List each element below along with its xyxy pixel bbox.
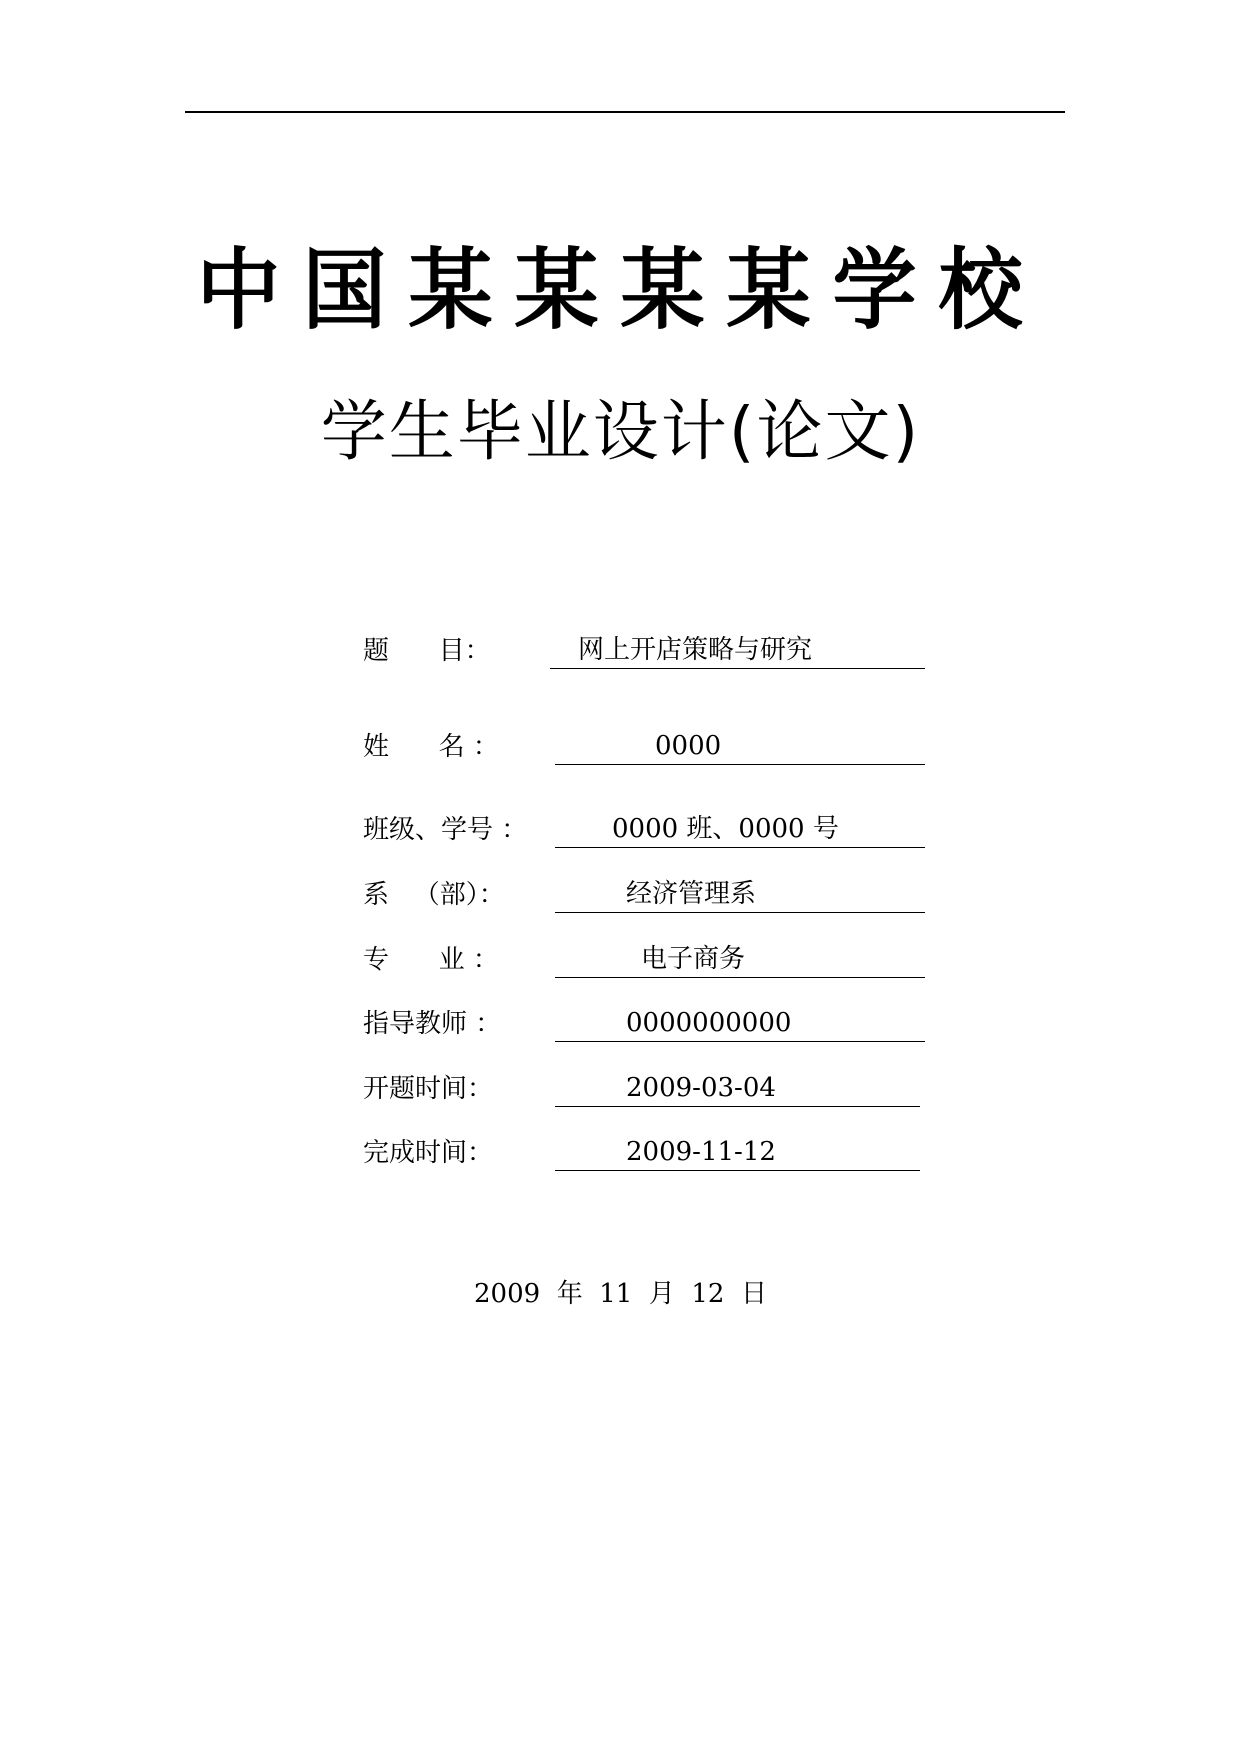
school-name: 中国某某某某学校: [196, 237, 1045, 342]
field-row-advisor: [0, 1000, 1241, 1046]
field-row-major: [0, 936, 1241, 982]
field-underline-advisor: [555, 1003, 925, 1042]
field-underline-start-date: [555, 1068, 920, 1107]
field-label-department: 系 （部）：: [363, 880, 505, 910]
field-underline-department: [555, 874, 925, 913]
field-underline-class-id: [555, 809, 925, 848]
field-value-start-date: 2009-03-04: [626, 1073, 776, 1103]
field-underline-finish-date: [555, 1132, 920, 1171]
field-row-department: [0, 871, 1241, 917]
top-horizontal-rule: [185, 111, 1065, 113]
field-label-topic: 题 目：: [363, 636, 491, 666]
field-value-class-id: 0000 班、0000 号: [612, 814, 839, 844]
submission-date: 2009 年 11 月 12 日: [474, 1279, 767, 1309]
field-underline-topic: [550, 630, 925, 669]
field-value-major: 电子商务: [641, 944, 746, 974]
field-value-finish-date: 2009-11-12: [626, 1137, 776, 1167]
field-label-start-date: 开题时间：: [363, 1074, 494, 1104]
field-value-name: 0000: [655, 731, 722, 761]
field-row-name: [0, 723, 1241, 769]
field-row-start-date: [0, 1065, 1241, 1111]
field-label-name: 姓 名 ：: [363, 732, 499, 762]
field-row-finish-date: [0, 1129, 1241, 1175]
field-label-finish-date: 完成时间：: [363, 1138, 494, 1168]
field-row-class-id: [0, 806, 1241, 852]
field-value-topic: 网上开店策略与研究: [578, 635, 813, 665]
field-underline-name: [555, 726, 925, 765]
field-label-advisor: 指导教师 ：: [363, 1009, 502, 1039]
field-row-topic: [0, 627, 1241, 673]
field-label-major: 专 业 ：: [363, 945, 499, 975]
field-value-department: 经济管理系: [626, 879, 757, 909]
field-label-class-id: 班级、学号 ：: [363, 815, 528, 845]
field-value-advisor: 0000000000: [626, 1008, 792, 1038]
document-title: 学生毕业设计(论文): [320, 393, 921, 470]
field-underline-major: [555, 939, 925, 978]
